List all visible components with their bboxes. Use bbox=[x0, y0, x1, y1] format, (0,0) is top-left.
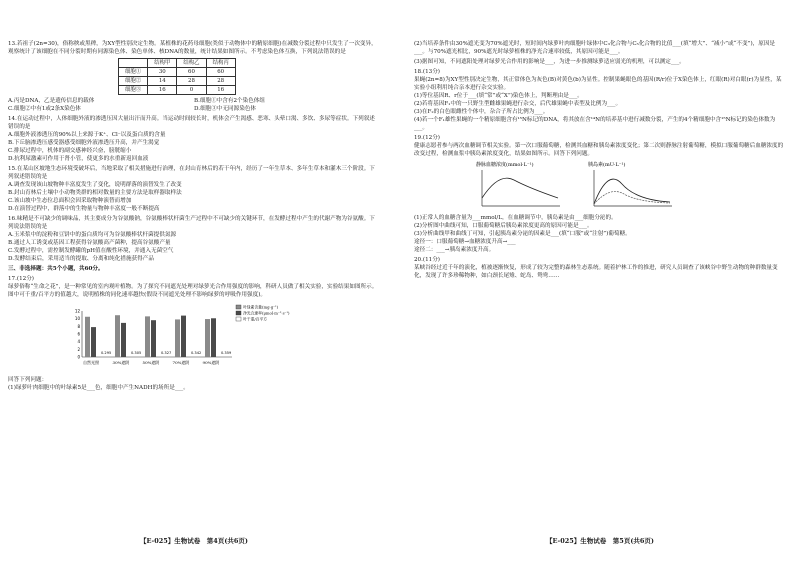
q13-stem: 13.若祖子(2n=30)，俗称秧或黑稗，为XY型性别决定生物。某植株的花药母细胞(类似于动物体中的精原细胞)在减数分裂过程中只发生了一次变异，观察统计了该细胞在不同分裂时期有同源染色体、染色单体、核DNA的数量，统计结果如图所示。不考虑染色体互换，下列说法错误的是 bbox=[8, 41, 377, 55]
category-label: 50%遮阴 bbox=[142, 360, 160, 365]
q13-cell: 0 bbox=[177, 86, 206, 95]
q13-cell: 60 bbox=[177, 68, 206, 77]
legend-swatch bbox=[236, 305, 241, 309]
y-tick-label: 10 bbox=[74, 316, 80, 322]
q13-cell: 28 bbox=[206, 77, 235, 86]
q17-prompt: 回答下列问题： bbox=[8, 377, 48, 383]
insulin-curve-iv bbox=[594, 192, 670, 204]
q19-sub1: (1)正常人的血糖含量为___mmol/L，在血糖调节中，胰岛素是由___细胞分泌的。 bbox=[414, 215, 617, 221]
y-tick-label: 6 bbox=[77, 331, 80, 337]
question-15 bbox=[8, 165, 380, 213]
q14-option-a: A.细胞外液渗透压的90%以上来源于K⁺、Cl⁻以及蛋白质的含量 bbox=[8, 132, 166, 138]
data-label: 0.305 bbox=[131, 351, 142, 355]
q16-option-b: B.通过人工诱变或基因工程获得谷氨酸高产菌种，提高谷氨酸产量 bbox=[8, 240, 171, 246]
q19-path2: 途径二：___→胰岛素浓度升高。 bbox=[414, 247, 495, 253]
q17-sub1: (1)绿萝叶肉细胞中的叶绿素5是___色，细胞中产生NADH的场所是___。 bbox=[8, 385, 189, 391]
y-tick-label: 0 bbox=[77, 354, 80, 360]
q18-head: 18.(13分) bbox=[414, 69, 440, 75]
bar bbox=[121, 323, 126, 357]
q15-option-a: A.调查发现该山坡物种丰富度发生了变化，说明群落的演替发生了改变 bbox=[8, 182, 182, 188]
q19-head: 19.(12分) bbox=[414, 135, 440, 141]
legend-label: 叶干重/百平方 bbox=[243, 316, 268, 322]
question-16 bbox=[8, 215, 380, 263]
q17-stem: 绿萝俗称“生命之花”，是一种常见的室内观叶植物。为了探究不同遮光处理对绿萝光合作用强度的影响，科研人员做了相关实验，实验结果如图所示。图中可千重/百平方的值越大，说明植株的同化速率越快(假设不同遮光处理不影响绿萝的呼吸作用强度)。 bbox=[8, 284, 378, 298]
q15-option-b: B.封山育林后土壤中小动物类群的相对数量的主要方法是取样器取样法 bbox=[8, 190, 182, 196]
q18-sub2: (2)若将基因F₁中的一只野生型雌雄果蝇进行杂交，后代雄果蝇中表型及比例为___。 bbox=[414, 101, 622, 107]
q15-option-c: C.该山坡中生态位总面积会因采取物种演替而增加 bbox=[8, 198, 132, 204]
insulin-figure bbox=[586, 160, 676, 212]
bar bbox=[85, 317, 90, 357]
insulin-curve-oral bbox=[594, 179, 670, 204]
q19-stem: 健康志愿者参与两次血糖调节相关实验。第一次口服葡萄糖，检测其血糖和胰岛素浓度变化；第二次则静脉注射葡萄糖，模拟口服葡萄糖后血糖浓度的改变过程，检测血浆中胰岛素浓度变化，结果如图所示。回答下列问题。 bbox=[414, 143, 784, 157]
category-label: 70%遮阴 bbox=[172, 360, 190, 365]
right-page bbox=[414, 40, 786, 282]
legend-swatch bbox=[236, 311, 241, 315]
bar bbox=[91, 327, 96, 357]
fig-b-label: 胰岛素(mU·L⁻¹) bbox=[588, 162, 626, 168]
data-label: 0.295 bbox=[101, 351, 112, 355]
q13-header-cell: 结构乙 bbox=[177, 59, 206, 68]
q15-stem: 15.在某山区坡地生态环境受破坏后，当地采取了相关措施进行治理，在封山育林后的若干年内，经历了一年生草本、多年生草本和灌木三个阶段。下列叙述错误的是 bbox=[8, 166, 375, 180]
q13-cell: 细胞① bbox=[119, 68, 148, 77]
bar bbox=[181, 316, 186, 357]
q19-path1: 途径一：口服葡萄糖→血糖浓度升高→___ bbox=[414, 239, 516, 245]
q13-header-cell: 结构丙 bbox=[206, 59, 235, 68]
q13-option-d: D.细胞③中无同源染色体 bbox=[194, 106, 257, 112]
q13-cell: 细胞② bbox=[119, 77, 148, 86]
right-footer: 【E-025】生物试卷 第5页(共6页) bbox=[545, 537, 655, 545]
y-tick-label: 12 bbox=[74, 308, 80, 314]
q13-option-a: A.丙是DNA，乙是遗传信息的载体 bbox=[8, 98, 95, 104]
q19-sub3: (3)分析曲线甲和曲线丁可知，引起胰岛素分泌的因素是___(填“口服”或“注射”)葡萄糖。 bbox=[414, 231, 631, 237]
q14-option-b: B.下丘脑渗透压感受器感受细胞外液渗透压升高，并产生渴觉 bbox=[8, 140, 160, 146]
bar-chart bbox=[68, 301, 298, 371]
blood-glucose-figure bbox=[474, 160, 564, 212]
q13-header-cell bbox=[119, 59, 148, 68]
question-19 bbox=[414, 134, 786, 254]
bar bbox=[145, 316, 150, 357]
legend-swatch bbox=[236, 317, 241, 321]
q13-header-cell: 结构甲 bbox=[148, 59, 177, 68]
q13-option-c: C.细胞②中有1或2条X染色体 bbox=[8, 106, 81, 112]
question-13 bbox=[8, 40, 380, 113]
data-label: 0.327 bbox=[161, 351, 172, 355]
q13-cell: 16 bbox=[206, 86, 235, 95]
q17-sub3: (3)据图可知，不同遮阳处理对绿萝光合作用的影响是___，为进一步推测绿萝适应弱光的机理，可以测定___。 bbox=[414, 59, 685, 65]
bar bbox=[151, 320, 156, 357]
y-tick-label: 4 bbox=[77, 339, 80, 345]
q16-option-d: D.发酵结束后，采用适当的提取、分离和纯化措施获得产品 bbox=[8, 256, 154, 262]
question-18 bbox=[414, 68, 786, 132]
q20-head: 20.(11分) bbox=[414, 257, 440, 263]
category-label: 自然光照 bbox=[83, 360, 99, 365]
section-heading: 三、非选择题：共5个小题，共60分。 bbox=[8, 266, 104, 272]
data-label: 0.359 bbox=[221, 351, 232, 355]
q17-head: 17.(12分) bbox=[8, 276, 34, 282]
q14-option-d: D.抗利尿激素可作用于肾小管，使更多的水重新返回血液 bbox=[8, 156, 149, 162]
q13-cell: 14 bbox=[148, 77, 177, 86]
question-14 bbox=[8, 115, 380, 163]
q13-table bbox=[118, 58, 236, 95]
fig-a-label: 静脉血糖浓度(mmol·L⁻¹) bbox=[476, 162, 534, 168]
q13-cell: 16 bbox=[148, 86, 177, 95]
q13-cell: 28 bbox=[177, 77, 206, 86]
q13-cell: 细胞③ bbox=[119, 86, 148, 95]
data-label: 0.342 bbox=[191, 351, 202, 355]
bar bbox=[205, 319, 210, 357]
category-label: 90%遮阴 bbox=[202, 360, 220, 365]
glucose-curve bbox=[482, 178, 558, 198]
q19-sub2: (2)分析图中曲线可知，口服葡萄糖后胰岛素浓度更高的原因可能是___。 bbox=[414, 223, 593, 229]
category-label: 30%遮阴 bbox=[112, 360, 130, 365]
q18-stem: 果蝇(2n=8)为XY型性别决定生物，其正常体色为灰色(B)对黄色(b)为显性。控制果蝇眼色的基因(R/r)位于X染色体上，红眼(R)对白眼(r)为显性，某实验小组利用纯合亲本进行杂交实验。 bbox=[414, 77, 782, 91]
q20-stem: 某峡谷经过近千年的演化，植被逐渐恢复，形成了较为完整的森林生态系统。随着护林工作的推进，研究人员调查了该峡谷中野生动物的种群数量变化，发现了许多珍稀物种，如白颈长尾雉、蛇岛、鸳鸯…… bbox=[414, 265, 778, 279]
legend-label: 净光合速率(μmol·m⁻²·s⁻¹) bbox=[243, 310, 290, 316]
y-tick-label: 8 bbox=[77, 323, 80, 329]
q13-options bbox=[8, 97, 380, 113]
q17-sub2: (2)当培养条件由30%遮光变为70%遮光时，短时间内绿萝叶肉细胞叶绿体中C₃化合物与C₅化合物的比值___(填“增大”、“减小”或“不变”)，原因是___。与70%遮光相比，90%遮光时绿萝植株的净光合速率较低，其原因可能是___。 bbox=[414, 41, 776, 55]
q18-sub4: (4)若一个F₁雄性果蝇的一个精原细胞含有¹⁵N标记的DNA，将其放在含¹⁴N的培养基中进行减数分裂，产生的4个精细胞中含¹⁵N标记的染色体数为___。 bbox=[414, 117, 776, 131]
left-footer: 【E-025】生物试卷 第4页(共6页) bbox=[139, 537, 249, 545]
q16-option-c: C.发酵过程中，需控制发酵罐的pH值在酸性环境，并通入无菌空气 bbox=[8, 248, 174, 254]
q13-cell: 30 bbox=[148, 68, 177, 77]
q18-sub1: (1)等位基因R、r位于___(填“常”或“X”)染色体上，判断理由是___。 bbox=[414, 93, 583, 99]
q13-option-b: B.细胞①中含有2个染色体组 bbox=[194, 98, 265, 104]
q14-stem: 14.在运动过程中，人体细胞外液的渗透压因大量出汗而升高。当运动时间较长时，机体会产生渴感、恶寒、头晕口渴、多饮、多尿等症状。下列叙述错误的是 bbox=[8, 116, 375, 130]
question-17 bbox=[8, 275, 380, 392]
bar bbox=[211, 318, 216, 357]
legend-label: 叶绿素含量(mg·g⁻¹) bbox=[243, 304, 279, 310]
q16-stem: 16.味精是不可缺少的调味品，其主要成分为谷氨酸钠，谷氨酸棒状杆菌生产过程中不可缺少的关键环节，在发酵过程中产生的代谢产物为谷氨酸。下列说法错误的是 bbox=[8, 216, 375, 230]
q16-option-a: A.玉米浆中的淀粉和豆饼中的蛋白质均可为谷氨酸棒状杆菌提供氮源 bbox=[8, 232, 177, 238]
question-20 bbox=[414, 256, 786, 280]
y-tick-label: 2 bbox=[77, 346, 80, 352]
bar bbox=[175, 319, 180, 357]
bar bbox=[115, 315, 120, 357]
q13-cell: 60 bbox=[206, 68, 235, 77]
left-page bbox=[8, 40, 380, 394]
q19-figures bbox=[474, 160, 786, 212]
q15-option-d: D.在演替过程中，群落中的生物量与物种丰富度一般不断提高 bbox=[8, 206, 160, 212]
q14-option-c: C.排尿过程中，机体的副交感神经兴奋，膀胱缩小 bbox=[8, 148, 132, 154]
q18-sub3: (3)在F₂的白色眼雌性个体中，杂合子所占比例为___。 bbox=[414, 109, 549, 115]
